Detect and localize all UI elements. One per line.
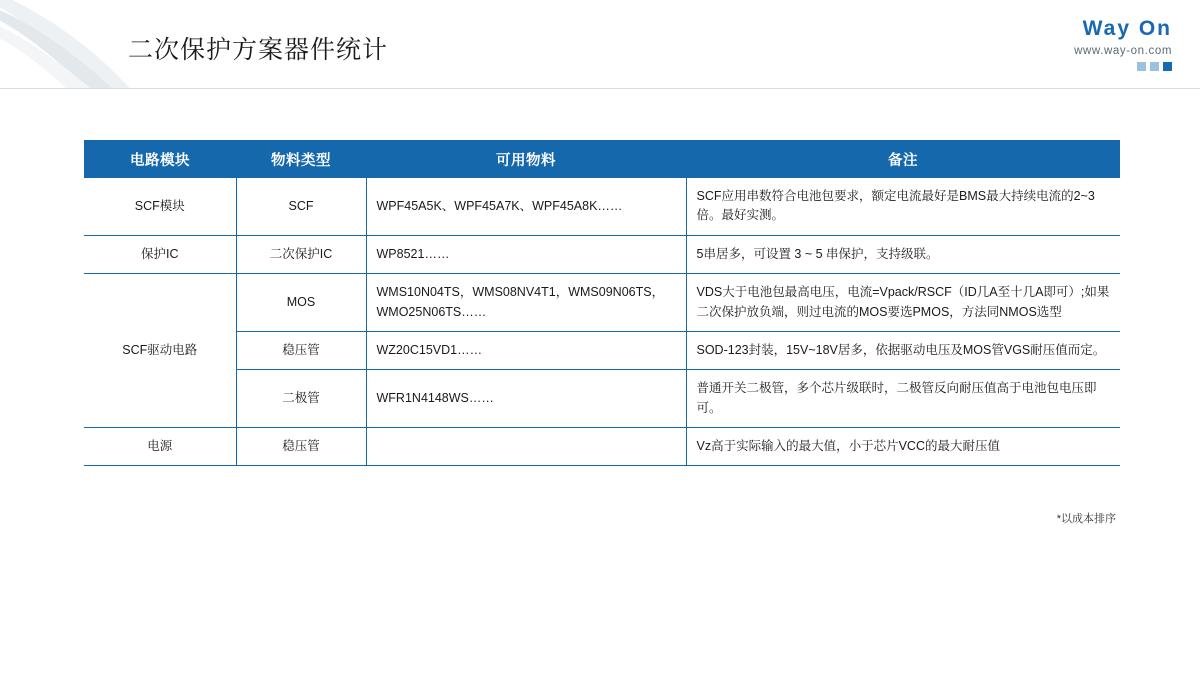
cell-material: WPF45A5K、WPF45A7K、WPF45A8K……: [366, 178, 686, 235]
cell-note: Vz高于实际输入的最大值，小于芯片VCC的最大耐压值: [686, 428, 1120, 466]
component-statistics-table: [84, 140, 1120, 466]
table-header-row: [84, 140, 1120, 178]
cell-note: SCF应用串数符合电池包要求，额定电流最好是BMS最大持续电流的2~3倍。最好实测。: [686, 178, 1120, 235]
column-header-module: 电路模块: [84, 140, 236, 178]
column-header-type: 物料类型: [236, 140, 366, 178]
cell-type: SCF: [236, 178, 366, 235]
cell-module-scf-drive: SCF驱动电路: [84, 274, 236, 428]
table-row: [84, 331, 1120, 369]
page-title: 二次保护方案器件统计: [128, 36, 389, 64]
cell-module: 保护IC: [84, 235, 236, 273]
column-header-material: 可用物料: [366, 140, 686, 178]
column-header-note: 备注: [686, 140, 1120, 178]
cell-material: WZ20C15VD1……: [366, 331, 686, 369]
table-row: [84, 428, 1120, 466]
cell-module: 电源: [84, 428, 236, 466]
logo-url: www.way-on.com: [1074, 45, 1172, 57]
footnote: *以成本排序: [1056, 513, 1116, 525]
cell-type: 稳压管: [236, 428, 366, 466]
cell-material: WFR1N4148WS……: [366, 370, 686, 428]
cell-type: 二次保护IC: [236, 235, 366, 273]
cell-note: VDS大于电池包最高电压，电流=Vpack/RSCF（ID几A至十几A即可）;如果二次保护放负端，则过电流的MOS要选PMOS，方法同NMOS选型: [686, 274, 1120, 332]
cell-note: SOD-123封装，15V~18V居多，依据驱动电压及MOS管VGS耐压值而定。: [686, 331, 1120, 369]
header-divider: [0, 88, 1200, 89]
logo-squares-icon: [1137, 62, 1172, 71]
brand-logo: [1012, 18, 1172, 57]
cell-module: SCF模块: [84, 178, 236, 235]
cell-note: 5串居多，可设置 3 ~ 5 串保护，支持级联。: [686, 235, 1120, 273]
table-row: [84, 274, 1120, 332]
cell-material: [366, 428, 686, 466]
cell-type: 二极管: [236, 370, 366, 428]
slide-header: [0, 0, 1200, 88]
table-row: [84, 235, 1120, 273]
table-row: [84, 370, 1120, 428]
cell-material: WMS10N04TS，WMS08NV4T1，WMS09N06TS，WMO25N06TS……: [366, 274, 686, 332]
cell-type: 稳压管: [236, 331, 366, 369]
cell-note: 普通开关二极管，多个芯片级联时，二极管反向耐压值高于电池包电压即可。: [686, 370, 1120, 428]
logo-wordmark: Way On: [1082, 17, 1172, 40]
table-row: [84, 178, 1120, 235]
cell-type: MOS: [236, 274, 366, 332]
cell-material: WP8521……: [366, 235, 686, 273]
